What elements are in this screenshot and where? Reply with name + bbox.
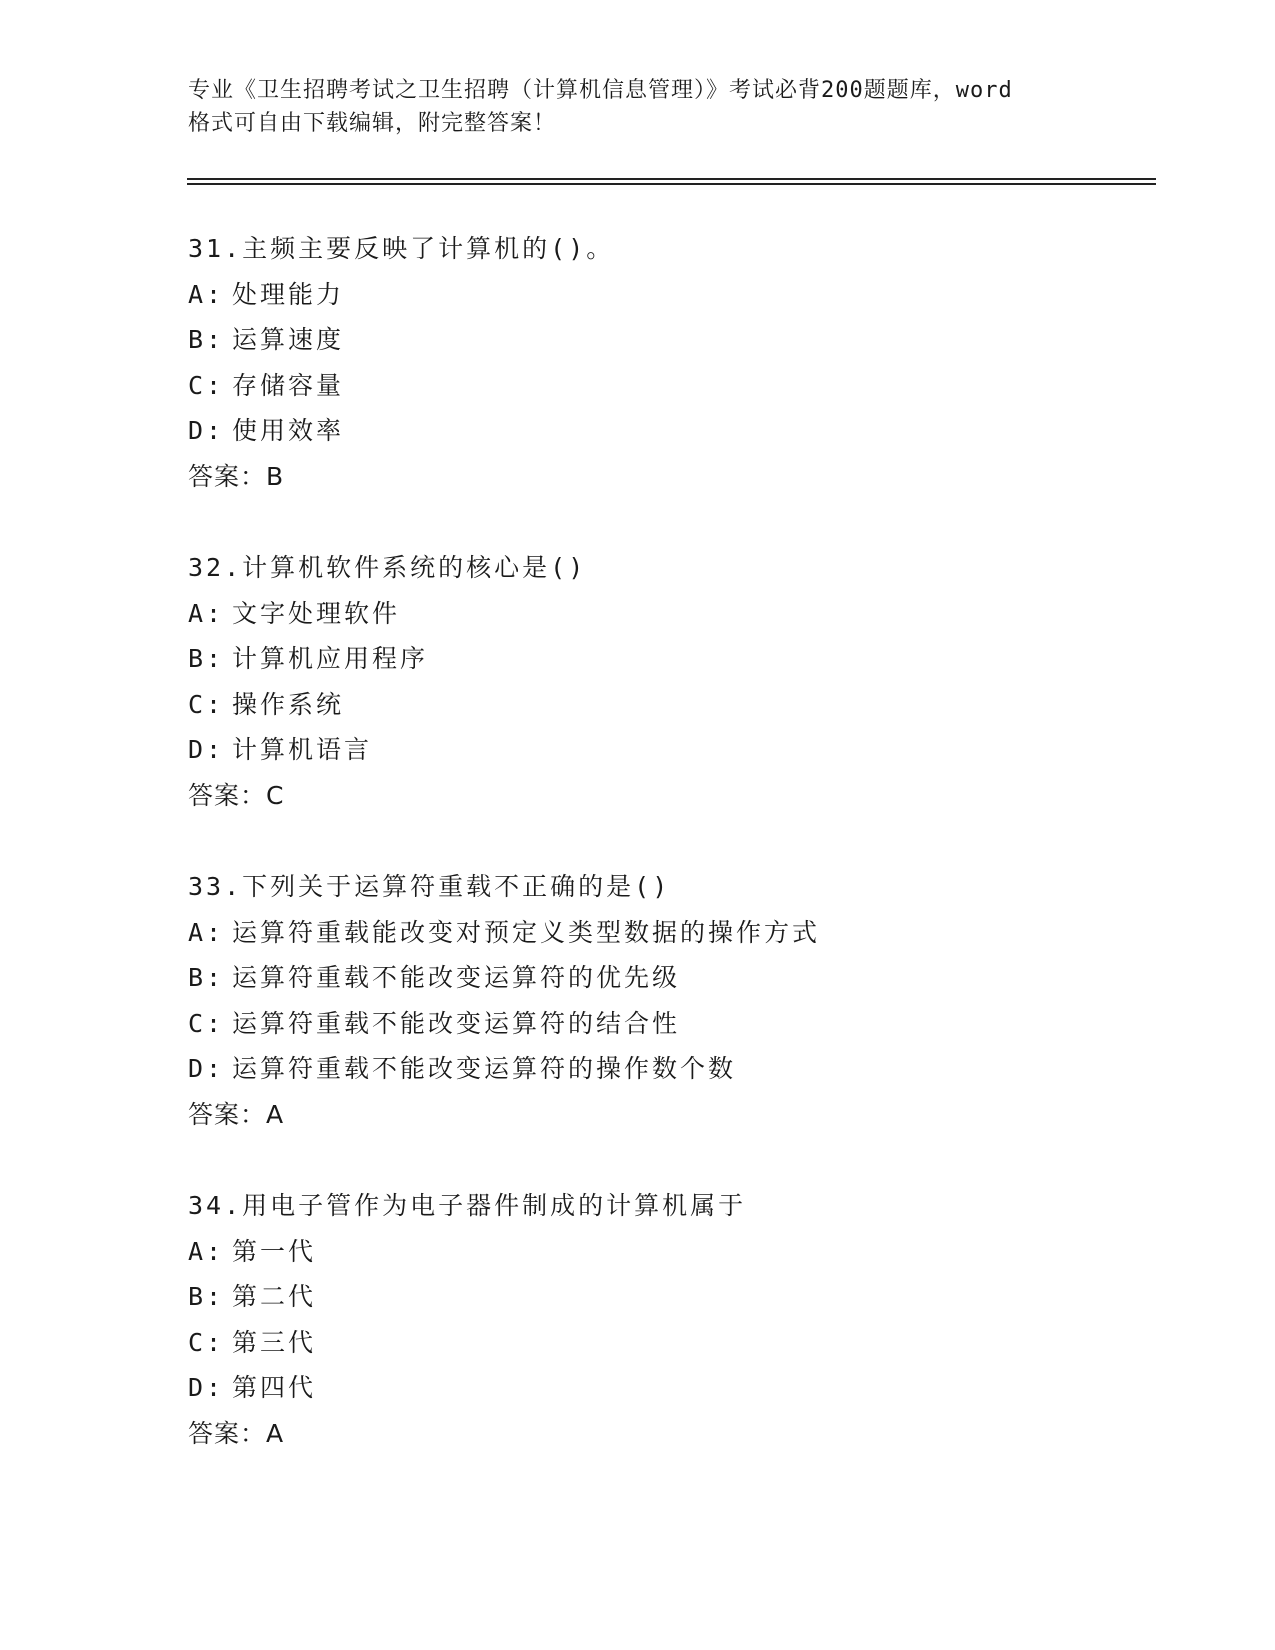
- option-c: [188, 1001, 1148, 1047]
- option-text: 处理能力: [232, 279, 345, 309]
- option-letter: B:: [188, 644, 225, 673]
- option-text: 运算速度: [232, 325, 345, 354]
- option-letter: A:: [188, 917, 225, 947]
- header-line-2: 格式可自由下载编辑，附完整答案！: [188, 111, 557, 136]
- option-letter: A:: [188, 279, 225, 309]
- option-letter: D:: [188, 1054, 225, 1083]
- option-text: 计算机语言: [232, 735, 373, 764]
- option-b: [188, 1274, 1148, 1320]
- option-text: 运算符重载能改变对预定义类型数据的操作方式: [232, 917, 821, 947]
- option-letter: B:: [188, 963, 225, 992]
- question-title: 34.用电子管作为电子器件制成的计算机属于: [188, 1191, 747, 1220]
- option-letter: C:: [188, 689, 225, 719]
- option-text: 操作系统: [232, 689, 345, 719]
- option-c: [188, 682, 1148, 728]
- option-text: 运算符重载不能改变运算符的操作数个数: [232, 1054, 737, 1083]
- option-d: [188, 727, 1148, 773]
- question-title: 31.主频主要反映了计算机的()。: [188, 234, 615, 263]
- option-letter: D:: [188, 416, 225, 445]
- option-letter: A:: [188, 1236, 225, 1266]
- header-divider-bottom: [187, 183, 1156, 185]
- option-letter: B:: [188, 325, 225, 354]
- header-divider-top: [187, 178, 1156, 180]
- option-a: [188, 591, 1148, 637]
- header-line-1: 专业《卫生招聘考试之卫生招聘（计算机信息管理）》考试必背200题题库，word: [188, 78, 1013, 103]
- option-d: [188, 1046, 1148, 1092]
- option-a: [188, 910, 1148, 956]
- option-d: [188, 1365, 1148, 1411]
- option-d: [188, 408, 1148, 454]
- option-text: 运算符重载不能改变运算符的结合性: [232, 1008, 681, 1038]
- question-33: [188, 864, 1148, 1137]
- question-34: [188, 1183, 1148, 1456]
- question-31: [188, 226, 1148, 499]
- option-a: [188, 1229, 1148, 1275]
- option-text: 使用效率: [232, 416, 345, 445]
- option-text: 运算符重载不能改变运算符的优先级: [232, 963, 681, 992]
- question-32: [188, 545, 1148, 818]
- option-a: [188, 272, 1148, 318]
- option-letter: C:: [188, 1327, 225, 1357]
- option-letter: C:: [188, 1008, 225, 1038]
- option-text: 第二代: [232, 1282, 317, 1311]
- question-title: 33.下列关于运算符重载不正确的是(): [188, 872, 671, 901]
- option-text: 第一代: [232, 1236, 317, 1266]
- option-text: 第三代: [232, 1327, 317, 1357]
- document-header: [188, 74, 1088, 140]
- option-text: 存储容量: [232, 370, 345, 400]
- option-c: [188, 1320, 1148, 1366]
- option-b: [188, 636, 1148, 682]
- answer: 答案：C: [188, 780, 285, 810]
- option-b: [188, 317, 1148, 363]
- answer: 答案：A: [188, 1418, 285, 1448]
- option-letter: C:: [188, 370, 225, 400]
- question-title: 32.计算机软件系统的核心是(): [188, 553, 587, 582]
- option-b: [188, 955, 1148, 1001]
- option-text: 计算机应用程序: [232, 644, 429, 673]
- option-letter: D:: [188, 1373, 225, 1402]
- option-c: [188, 363, 1148, 409]
- answer: 答案：B: [188, 461, 285, 491]
- answer: 答案：A: [188, 1099, 285, 1129]
- option-text: 文字处理软件: [232, 598, 401, 628]
- option-text: 第四代: [232, 1373, 317, 1402]
- option-letter: A:: [188, 598, 225, 628]
- option-letter: B:: [188, 1282, 225, 1311]
- option-letter: D:: [188, 735, 225, 764]
